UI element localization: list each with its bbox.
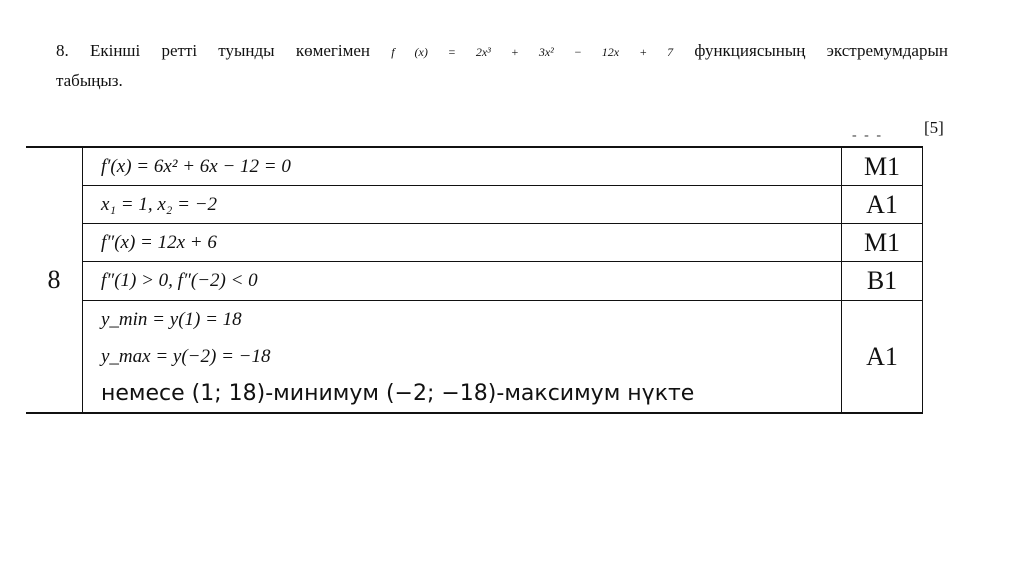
expr-ymax: y_max = y(−2) = −18 bbox=[101, 346, 271, 367]
task-text-start: 8. Екінші ретті туынды көмегімен bbox=[56, 41, 370, 60]
table-row bbox=[26, 224, 923, 262]
table-row bbox=[26, 301, 923, 414]
score-total: [5] bbox=[924, 118, 944, 137]
expr-second-derivative: f″(x) = 12x + 6 bbox=[83, 224, 842, 262]
mark-a1-first: A1 bbox=[842, 186, 923, 224]
expr-ymin: y_min = y(1) = 18 bbox=[101, 309, 242, 330]
expr-sign-test: f″(1) > 0, f″(−2) < 0 bbox=[83, 262, 842, 301]
mark-m1-first: M1 bbox=[842, 147, 923, 186]
score-dashes: - - - bbox=[852, 128, 883, 143]
mark-b1: B1 bbox=[842, 262, 923, 301]
expr-extrema bbox=[83, 301, 842, 414]
extrema-conclusion: немесе (1; 18)-минимум (−2; −18)-максимум нүкте bbox=[101, 381, 695, 406]
function-formula: f (x) = 2x³ + 3x² − 12x + 7 bbox=[391, 45, 674, 59]
task-text-end: функциясының экстремумдарын bbox=[694, 41, 948, 60]
mark-a1-second: A1 bbox=[842, 301, 923, 414]
task-statement bbox=[56, 34, 948, 69]
table-row bbox=[26, 262, 923, 301]
mark-m1-second: M1 bbox=[842, 224, 923, 262]
table-row bbox=[26, 186, 923, 224]
table-row bbox=[26, 147, 923, 186]
expr-roots: x₁ = 1, x₂ = −2 bbox=[83, 186, 842, 224]
question-number: 8 bbox=[26, 147, 83, 413]
task-statement-line2: табыңыз. bbox=[56, 71, 123, 90]
expr-derivative: f′(x) = 6x² + 6x − 12 = 0 bbox=[83, 147, 842, 186]
solution-table bbox=[26, 146, 923, 414]
